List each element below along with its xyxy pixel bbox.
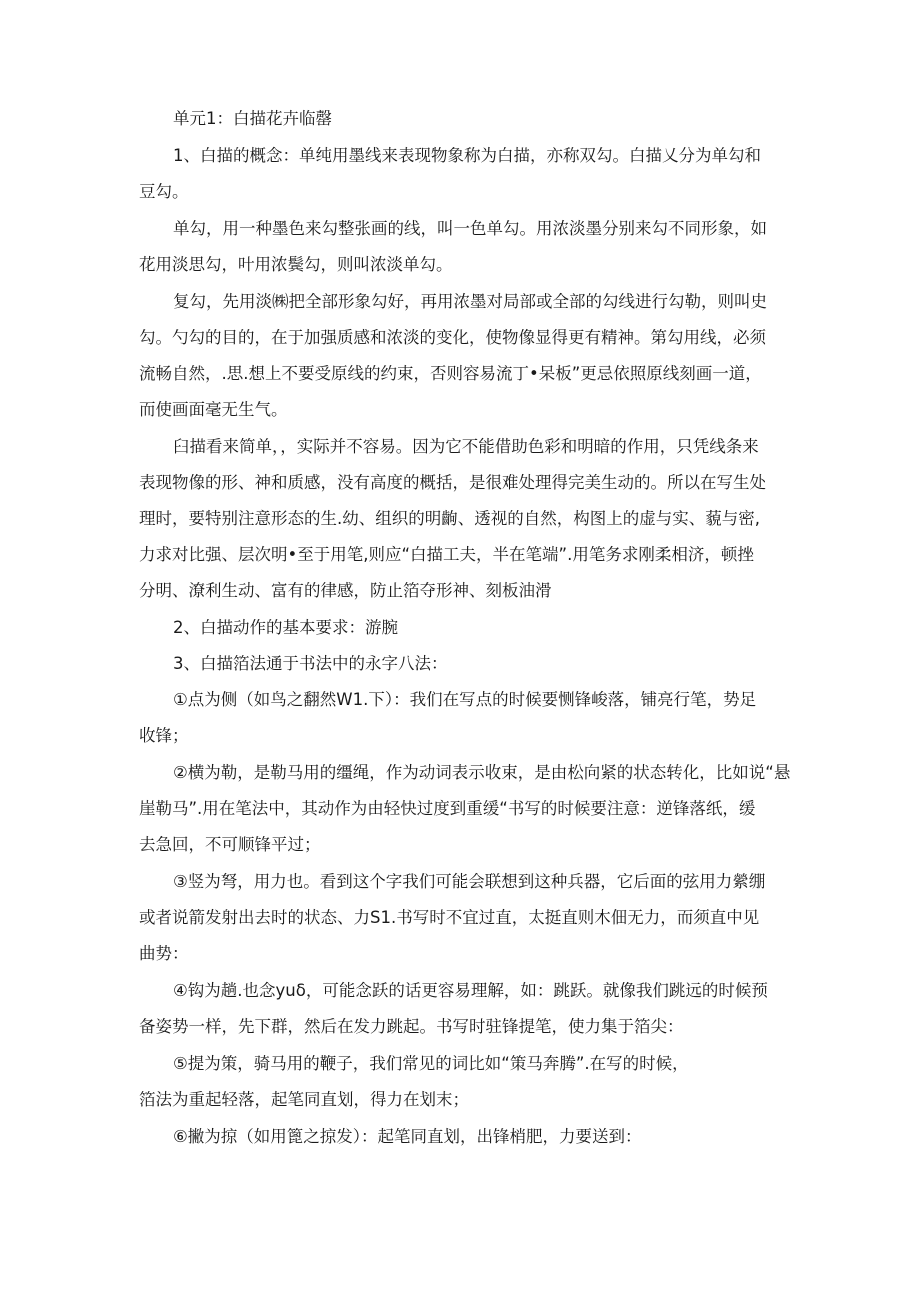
paragraph-line: 崖勒马”.用在笔法中，其动作为由轻快过度到重缓“书写的时候要注意：逆锋落纸，缓 bbox=[139, 799, 756, 818]
paragraph-line: ①点为侧（如鸟之翻然W1.下）：我们在写点的时候要恻锋峻落，铺亮行笔，势足 bbox=[173, 690, 757, 709]
paragraph-line: 单勾，用一种墨色来勾整张画的线，叫一色单勾。用浓淡墨分别来勾不同形象，如 bbox=[173, 219, 767, 238]
paragraph-line: 力求对比强、层次明•至于用笔,则应“白描工夫，半在笔端”.用笔务求刚柔相济，顿挫 bbox=[139, 545, 754, 564]
paragraph-line: ⑤提为策，骑马用的鞭子，我们常见的词比如“策马奔腾”.在写的时候， bbox=[173, 1054, 689, 1073]
paragraph-line: 流畅自然，.思.想上不要受原线的约束，否则容易流丁•呆板”更忌依照原线刻画一道， bbox=[139, 364, 762, 383]
paragraph-line: 勾。勺勾的目的，在于加强质感和浓淡的变化，使物像显得更有精神。第勾用线，必须 bbox=[139, 328, 766, 347]
paragraph-line: 分明、潦利生动、富有的律感，防止箔夺形神、刻板油滑 bbox=[139, 581, 552, 600]
paragraph-line: 花用淡思勾，叶用浓鬓勾，则叫浓淡单勾。 bbox=[139, 255, 453, 274]
paragraph-line: 2、白描动作的基本要求：游腕 bbox=[173, 618, 398, 637]
paragraph-line: ②横为勒，是勒马用的缰绳，作为动词表示收束，是由松向紧的状态转化，比如说“悬 bbox=[173, 763, 791, 782]
paragraph-line: 曲势： bbox=[139, 944, 189, 963]
paragraph-line: ③竖为弩，用力也。看到这个字我们可能会联想到这种兵器，它后面的弦用力縈绷 bbox=[173, 872, 766, 891]
document-title: 单元1：白描花卉临罄 bbox=[173, 109, 332, 128]
paragraph-line: 理时，要特别注意形态的生.幼、组织的明齣、透视的自然，构图上的虚与实、藐与密, bbox=[139, 509, 760, 528]
paragraph-line: 1、白描的概念：单纯用墨线来表现物象称为白描，亦称双勾。白描乂分为单勾和 bbox=[173, 146, 761, 165]
paragraph-line: 表现物像的形、神和质感，没有高度的概括，是很难处理得完美生动的。所以在写生处 bbox=[139, 473, 766, 492]
paragraph-line: ④钩为趟.也念yuδ，可能念跃的话更容易理解，如：跳跃。就像我们跳远的时候预 bbox=[173, 981, 768, 1000]
paragraph-line: 而使画面毫无生气。 bbox=[139, 400, 288, 419]
paragraph-line: 3、白描箔法通于书法中的永字八法： bbox=[173, 654, 448, 673]
paragraph-line: 复勾，先用淡㈱把全部形象勾好，再用浓墨对局部或全部的勾线进行勾勒，则叫史 bbox=[173, 292, 767, 311]
paragraph-line: 箔法为重起轻落，起笔同直划，得力在划末； bbox=[139, 1090, 469, 1109]
paragraph-line: ⑥撇为掠（如用篦之掠发）：起笔同直划，出锋梢肥，力要送到： bbox=[173, 1127, 642, 1146]
paragraph-line: 豆勾。 bbox=[139, 182, 189, 201]
paragraph-line: 收锋； bbox=[139, 726, 189, 745]
paragraph-line: 去急回，不可顺锋平过； bbox=[139, 835, 321, 854]
paragraph-line: 臼描看来简单，，实际并不容易。因为它不能借助色彩和明暗的作用，只凭线条来 bbox=[173, 437, 759, 456]
paragraph-line: 备姿势一样，先下群，然后在发力跳起。书写时驻锋提笔，使力集于箔尖： bbox=[139, 1017, 684, 1036]
paragraph-line: 或者说箭发射出去时的状态、力S1.书写时不宜过直，太挺直则木佃无力，而须直中见 bbox=[139, 908, 760, 927]
